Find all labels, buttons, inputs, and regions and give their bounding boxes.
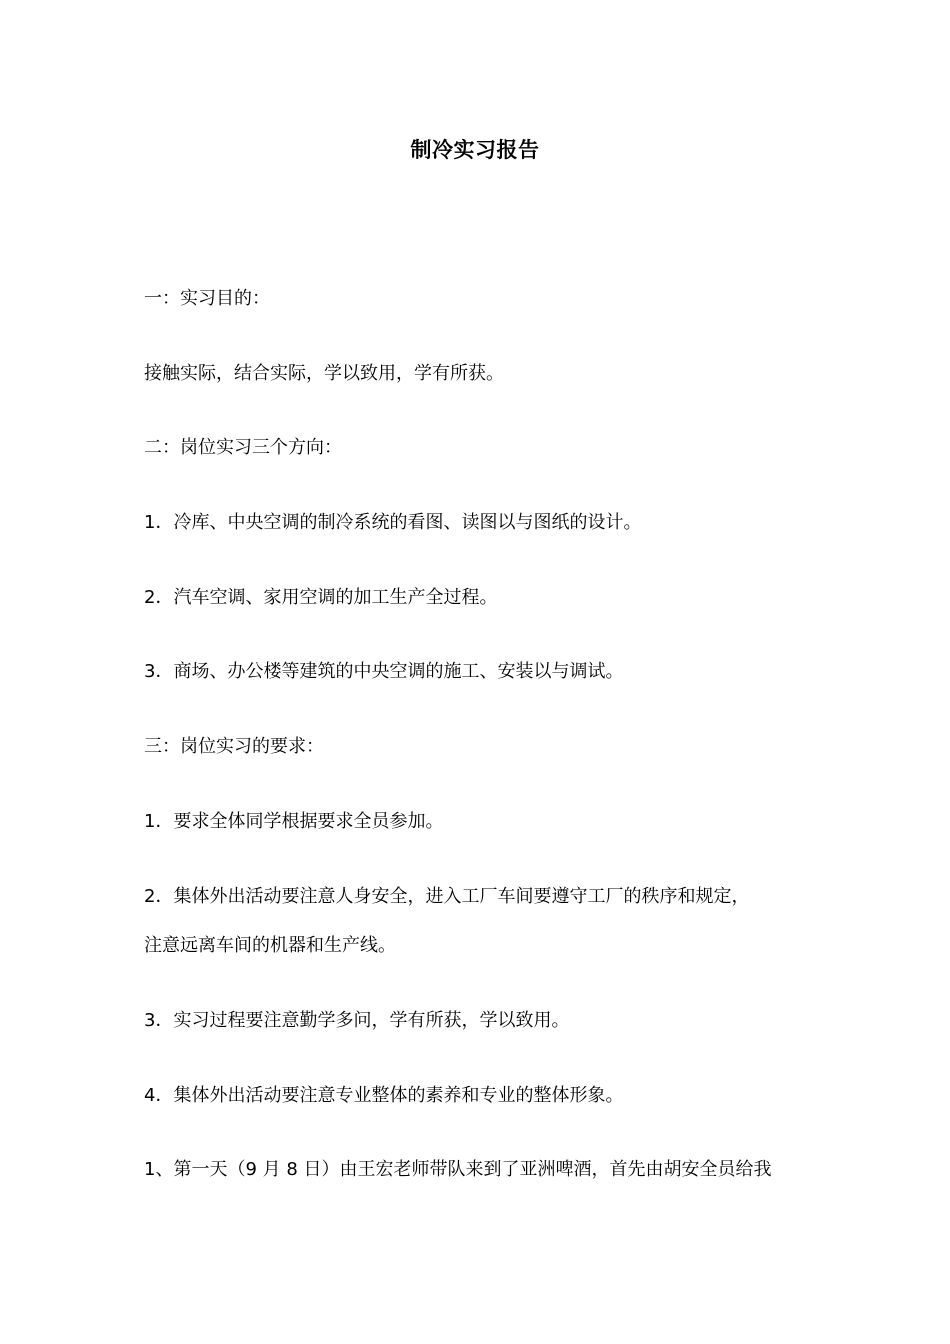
document-title: 制冷实习报告 [410,138,540,162]
list-item-requirement-2-continued: 注意远离车间的机器和生产线。 [144,935,396,956]
list-item-direction-2: 2．汽车空调、家用空调的加工生产全过程。 [144,587,498,608]
list-item-requirement-4: 4．集体外出活动要注意专业整体的素养和专业的整体形象。 [144,1085,624,1106]
section-heading-directions: 二：岗位实习三个方向： [144,437,342,458]
section-heading-purpose: 一：实习目的： [144,288,270,309]
list-item-requirement-1: 1．要求全体同学根据要求全员参加。 [144,811,444,832]
list-item-direction-1: 1．冷库、中央空调的制冷系统的看图、读图以与图纸的设计。 [144,512,642,533]
list-item-requirement-2: 2．集体外出活动要注意人身安全，进入工厂车间要遵守工厂的秩序和规定， [144,886,750,907]
paragraph-purpose: 接触实际，结合实际，学以致用，学有所获。 [144,363,504,384]
list-item-requirement-3: 3．实习过程要注意勤学多问，学有所获，学以致用。 [144,1010,570,1031]
paragraph-day-one: 1、第一天（9 月 8 日）由王宏老师带队来到了亚洲啤酒，首先由胡安全员给我 [144,1159,772,1180]
list-item-direction-3: 3．商场、办公楼等建筑的中央空调的施工、安装以与调试。 [144,661,624,682]
section-heading-requirements: 三：岗位实习的要求： [144,736,324,757]
